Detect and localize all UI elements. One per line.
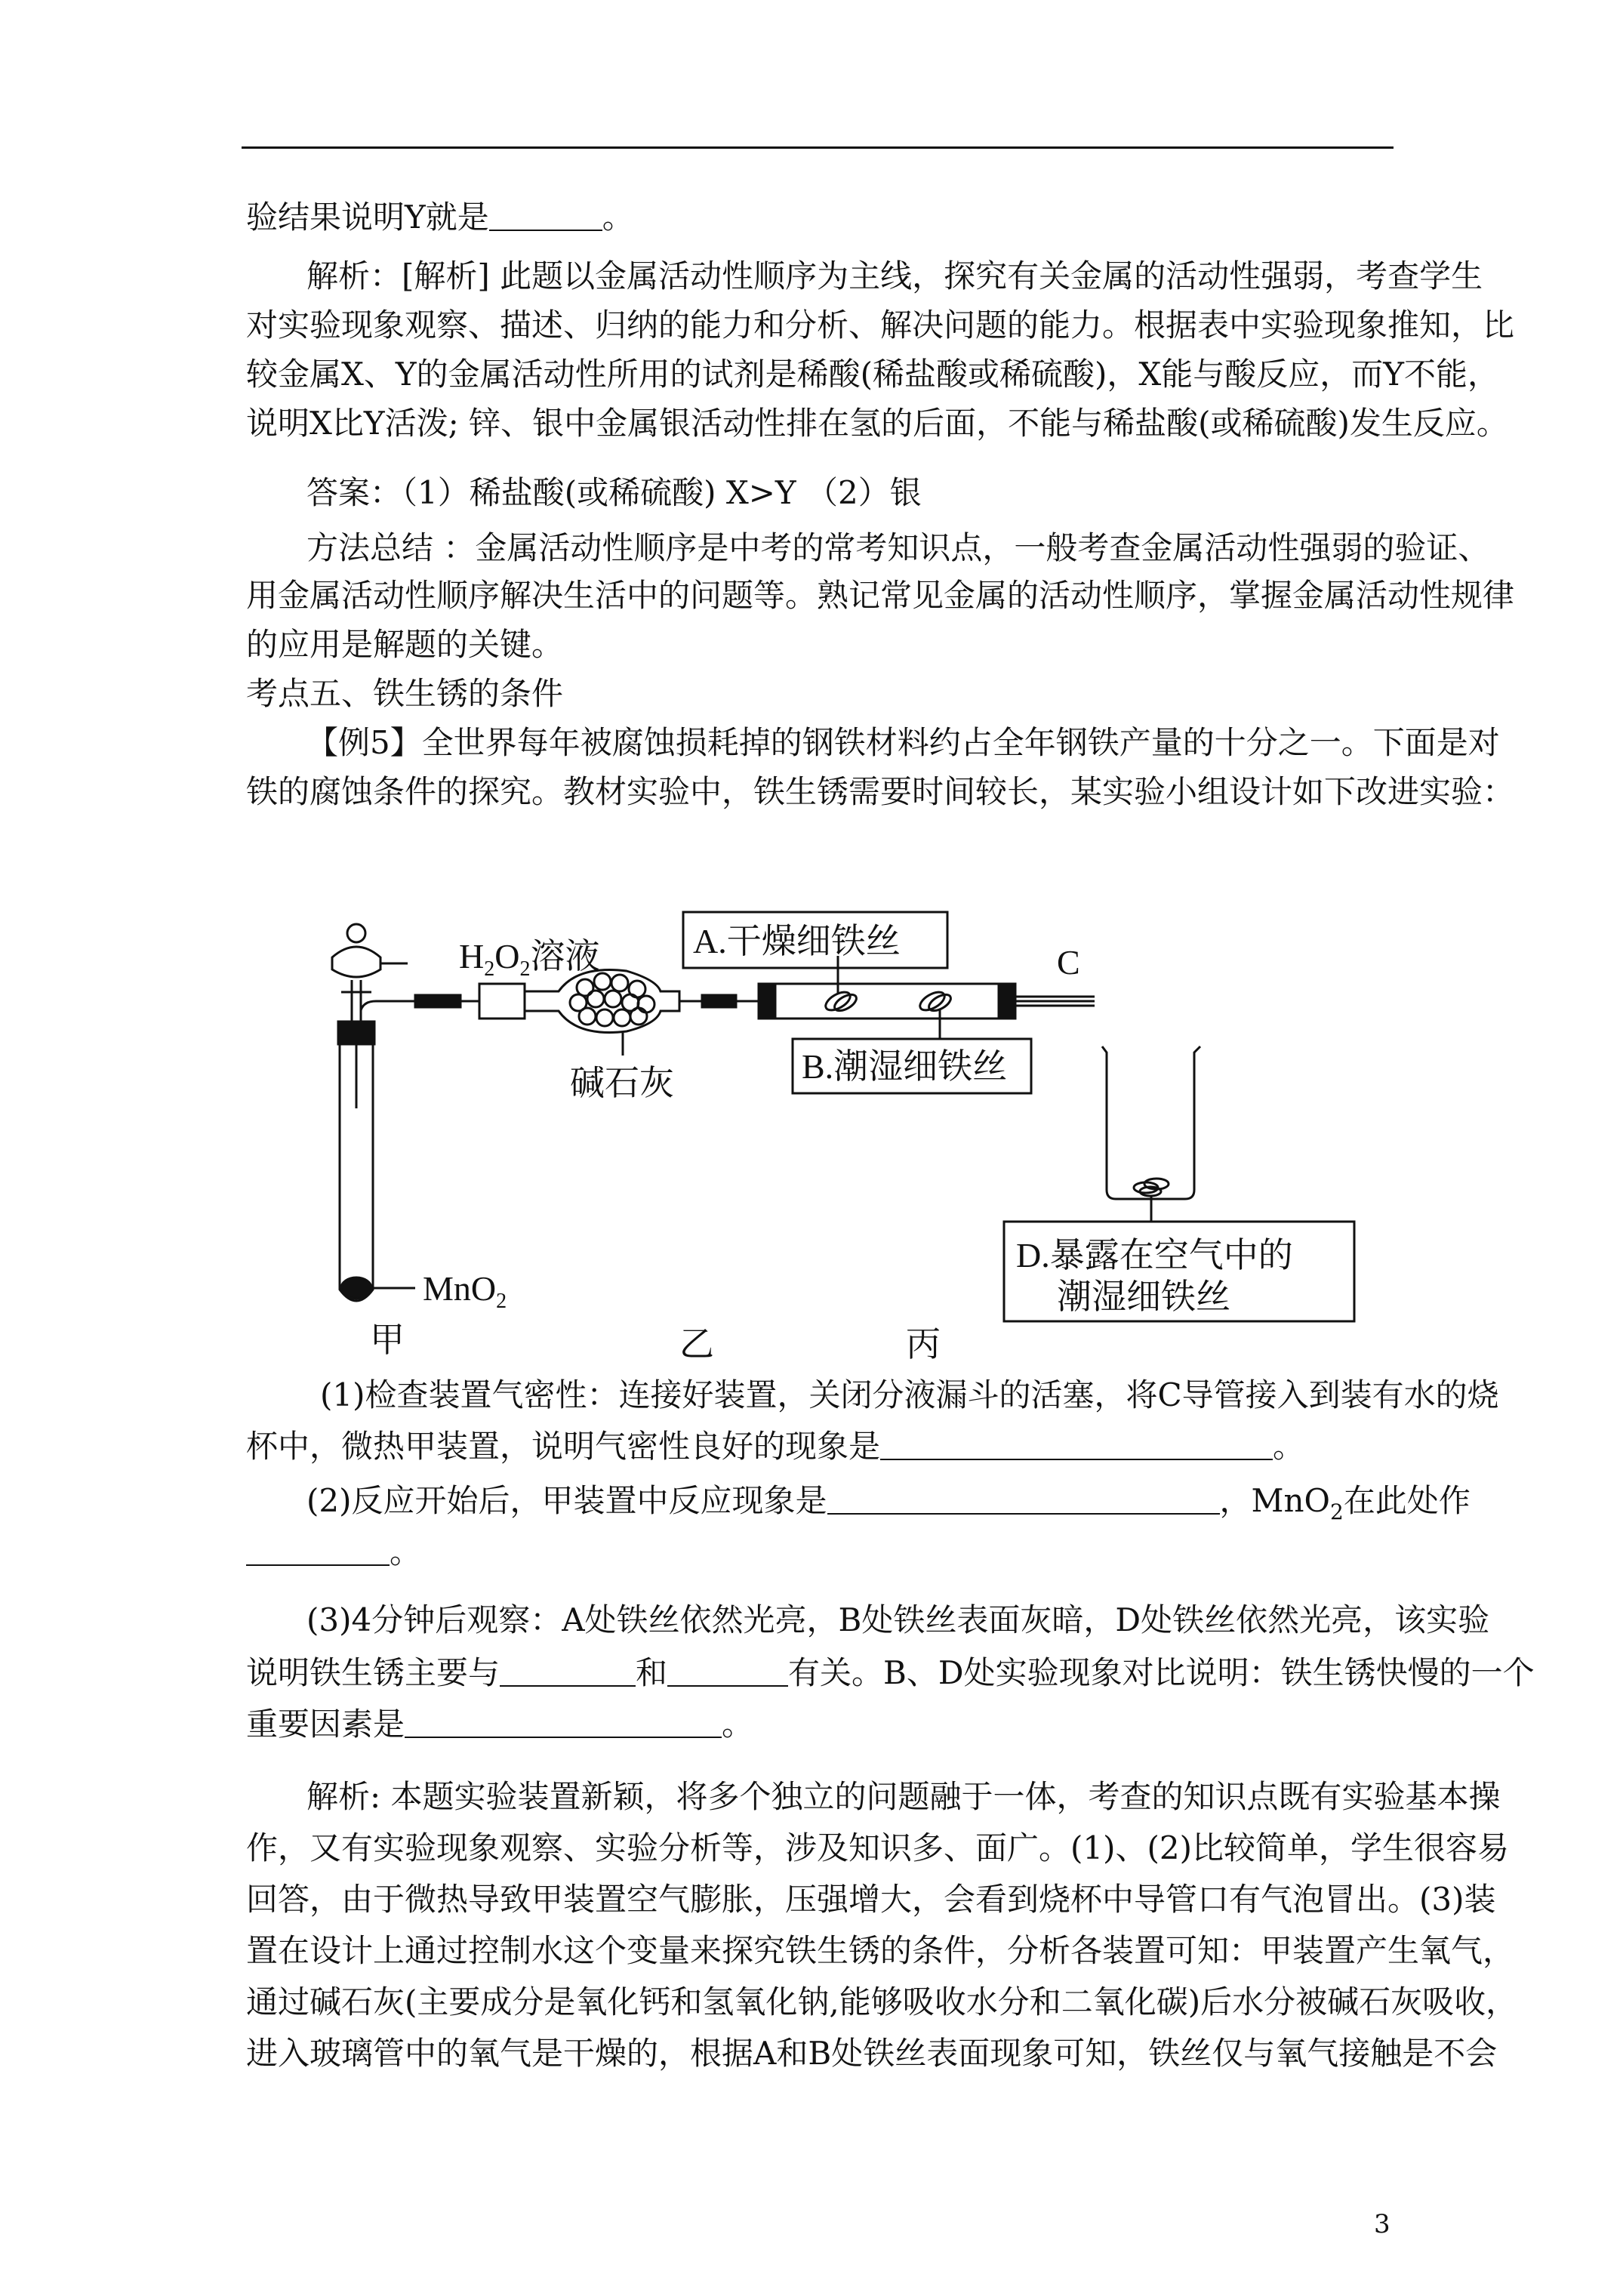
outlet-c-label: C (1057, 943, 1080, 982)
analysis-line: 解析: 本题实验装置新颖，将多个独立的问题融于一体，考查的知识点既有实验基本操 (306, 1778, 1501, 1815)
answer-line: 答案：（1）稀盐酸(或稀硫酸) X>Y （2）银 (306, 474, 922, 511)
page-number: 3 (1374, 2209, 1390, 2239)
text-line: 解析：[解析] 此题以金属活动性顺序为主线，探究有关金属的活动性强弱，考查学生 (306, 257, 1483, 294)
answer-blank (827, 1483, 1220, 1515)
rubber-stopper (338, 1022, 374, 1044)
h2o2-label: $H_2O_2$溶液 (459, 937, 600, 981)
box-a-label: A.干燥细铁丝 (693, 922, 901, 960)
example-heading: 【例5】全世界每年被腐蚀损耗掉的钢铁材料约占全年钢铁产量的十分之一。下面是对 (306, 724, 1500, 761)
section-heading: 考点五、铁生锈的条件 (246, 675, 564, 712)
analysis-line: 进入玻璃管中的氧气是干燥的，根据A和B处铁丝表面现象可知，铁丝仅与氧气接触是不会 (246, 2035, 1498, 2072)
iron-wire-b (917, 988, 953, 1014)
text-line: 说明X比Y活泼; 锌、银中金属银活动性排在氢的后面，不能与稀盐酸(或稀硫酸)发生反应。 (246, 405, 1508, 442)
text-line: 对实验现象观察、描述、归纳的能力和分析、解决问题的能力。根据表中实验现象推知，比 (246, 307, 1515, 344)
box-b-label: B.潮湿细铁丝 (802, 1047, 1008, 1086)
header-rule (242, 146, 1394, 149)
text-line: 的应用是解题的关键。 (246, 626, 564, 663)
glass-tube-stopper (999, 984, 1015, 1019)
tube-connector (415, 995, 460, 1007)
question-1-line: 杯中，微热甲装置，说明气密性良好的现象是 。 (246, 1428, 1305, 1465)
text-line: 方法总结 ：金属活动性顺序是中考的常考知识点，一般考查金属活动性强弱的验证、 (306, 529, 1490, 566)
box-d-line1: D.暴露在空气中的 (1016, 1236, 1293, 1274)
question-2-line: 。 (246, 1533, 421, 1572)
box-d-line2: 潮湿细铁丝 (1057, 1277, 1230, 1316)
glass-tube-stopper (759, 984, 775, 1019)
question-2-line: (2)反应开始后，甲装置中反应现象是 ，MnO$_2$在此处作 (306, 1482, 1471, 1524)
analysis-line: 作，又有实验现象观察、实验分析等，涉及知识多、面广。(1)、(2)比较简单，学生很容易 (246, 1829, 1509, 1866)
question-1-line: (1)检查装置气密性：连接好装置，关闭分液漏斗的活塞，将C导管接入到装有水的烧 (320, 1376, 1499, 1413)
question-3-line: 重要因素是 。 (246, 1706, 754, 1743)
analysis-line: 回答，由于微热导致甲装置空气膨胀，压强增大，会看到烧杯中导管口有气泡冒出。(3)装 (246, 1881, 1496, 1918)
analysis-line: 通过碱石灰(主要成分是氧化钙和氢氧化钠,能够吸收水分和二氧化碳)后水分被碱石灰吸收， (246, 1983, 1518, 2020)
apparatus-yi-label: 乙 (679, 1325, 714, 1364)
drying-tube-end (479, 984, 525, 1019)
drying-tube-bulb (525, 970, 679, 1033)
experiment-apparatus-diagram (302, 889, 1381, 1373)
question-3-line: 说明铁生锈主要与 和 有关。B、D处实验现象对比说明：铁生锈快慢的一个 (246, 1654, 1535, 1691)
tube-connector (702, 995, 736, 1007)
answer-blank (667, 1655, 788, 1687)
text-line: 铁的腐蚀条件的探究。教材实验中，铁生锈需要时间较长，某实验小组设计如下改进实验： (246, 773, 1515, 810)
glass-tube (775, 984, 999, 1019)
beaker (1102, 1046, 1200, 1199)
answer-blank (489, 199, 602, 231)
answer-blank (405, 1706, 722, 1738)
delivery-tube (361, 1001, 415, 1022)
text-line: 验结果说明Y就是 。 (246, 199, 634, 236)
answer-blank (500, 1655, 636, 1687)
answer-blank (246, 1534, 390, 1566)
text-line: 用金属活动性顺序解决生活中的问题等。熟记常见金属的活动性顺序，掌握金属活动性规律 (246, 577, 1515, 614)
mno2-label: MnO$_2$ (423, 1269, 507, 1313)
question-3-line: (3)4分钟后观察：A处铁丝依然光亮，B处铁丝表面灰暗，D处铁丝依然光亮，该实验 (306, 1601, 1490, 1638)
answer-blank (880, 1428, 1273, 1460)
text-line: 较金属X、Y的金属活动性所用的试剂是稀酸(稀盐酸或稀硫酸)，X能与酸反应，而Y不能， (246, 356, 1500, 393)
iron-wire-a (823, 988, 859, 1014)
apparatus-bing-label: 丙 (906, 1325, 941, 1364)
funnel-stopper (347, 924, 365, 942)
analysis-line: 置在设计上通过控制水这个变量来探究铁生锈的条件，分析各装置可知：甲装置产生氧气， (246, 1932, 1515, 1969)
separatory-funnel (332, 947, 380, 977)
soda-lime-label: 碱石灰 (570, 1064, 674, 1102)
mno2-solid (341, 1277, 371, 1299)
soda-lime-granules (570, 973, 654, 1026)
apparatus-jia-label: 甲 (370, 1321, 405, 1359)
iron-wire-d (1134, 1179, 1169, 1196)
